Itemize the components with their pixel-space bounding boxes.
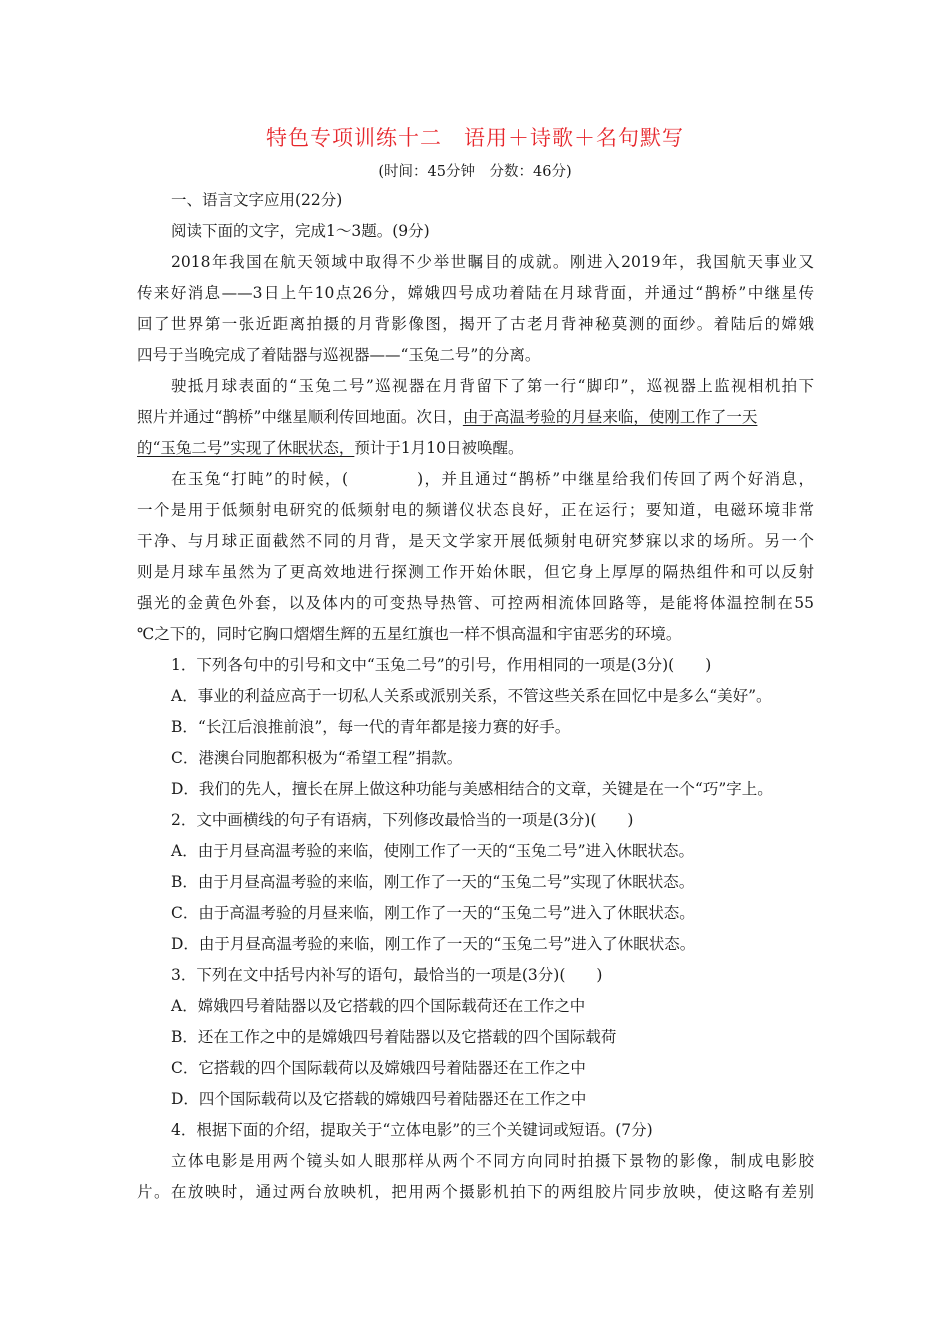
passage-text: 照片并通过“鹊桥”中继星顺利传回地面。次日，: [137, 408, 463, 426]
section-instruction: 阅读下面的文字，完成1～3题。(9分): [171, 222, 430, 240]
passage-line: 驶抵月球表面的“玉兔二号”巡视器在月背留下了第一行“脚印”，巡视器上监视相机拍下: [171, 377, 814, 395]
passage-line: 干净、与月球正面截然不同的月背，是天文学家开展低频射电研究梦寐以求的场所。另一个: [137, 532, 814, 550]
answer-option: A．嫦娥四号着陆器以及它搭载的四个国际载荷还在工作之中: [171, 997, 586, 1015]
answer-option: D．由于月昼高温考验的来临，刚工作了一天的“玉兔二号”进入了休眠状态。: [171, 935, 696, 953]
answer-option: C．由于高温考验的月昼来临，刚工作了一天的“玉兔二号”进入了休眠状态。: [171, 904, 695, 922]
answer-option: B．“长江后浪推前浪”，每一代的青年都是接力赛的好手。: [171, 718, 571, 736]
page-subtitle: (时间：45分钟 分数：46分): [378, 164, 572, 180]
passage-text: 预计于1月10日被唤醒。: [354, 439, 524, 457]
passage-line: [137, 402, 814, 433]
question-stem: 2．文中画横线的句子有语病，下列修改最恰当的一项是(3分)( ): [171, 811, 634, 829]
answer-option: C．它搭载的四个国际载荷以及嫦娥四号着陆器还在工作之中: [171, 1059, 586, 1077]
passage-line: 四号于当晚完成了着陆器与巡视器——“玉兔二号”的分离。: [137, 346, 541, 364]
passage-line: 立体电影是用两个镜头如人眼那样从两个不同方向同时拍摄下景物的影像，制成电影胶: [171, 1152, 814, 1170]
passage-line: 2018年我国在航天领域中取得不少举世瞩目的成就。刚进入2019年，我国航天事业又: [171, 253, 814, 271]
page-title: 特色专项训练十二 语用＋诗歌＋名句默写: [266, 126, 684, 150]
underlined-sentence: 的“玉兔二号”实现了休眠状态，: [137, 439, 355, 457]
passage-line: 回了世界第一张近距离拍摄的月背影像图，揭开了古老月背神秘莫测的面纱。着陆后的嫦娥: [137, 315, 814, 333]
answer-option: C．港澳台同胞都积极为“希望工程”捐款。: [171, 749, 463, 767]
document-body: [137, 185, 814, 1208]
passage-line: 传来好消息——3日上午10点26分，嫦娥四号成功着陆在月球背面，并通过“鹊桥”中继星传: [137, 284, 814, 302]
passage-line: 强光的金黄色外套，以及体内的可变热导热管、可控两相流体回路等，是能将体温控制在55: [137, 594, 814, 612]
passage-line: 在玉兔“打盹”的时候，( )，并且通过“鹊桥”中继星给我们传回了两个好消息，: [171, 470, 814, 488]
section-heading: 一、语言文字应用(22分): [171, 191, 343, 209]
answer-option: D．我们的先人，擅长在屏上做这种功能与美感相结合的文章，关键是在一个“巧”字上。: [171, 780, 773, 798]
answer-option: B．由于月昼高温考验的来临，刚工作了一天的“玉兔二号”实现了休眠状态。: [171, 873, 695, 891]
answer-option: A．由于月昼高温考验的来临，使刚工作了一天的“玉兔二号”进入休眠状态。: [171, 842, 695, 860]
underlined-sentence: 由于高温考验的月昼来临，使刚工作了一天: [462, 408, 758, 426]
question-stem: 4．根据下面的介绍，提取关于“立体电影”的三个关键词或短语。(7分): [171, 1121, 653, 1139]
answer-option: B．还在工作之中的是嫦娥四号着陆器以及它搭载的四个国际载荷: [171, 1028, 617, 1046]
question-stem: 1．下列各句中的引号和文中“玉兔二号”的引号，作用相同的一项是(3分)( ): [171, 656, 712, 674]
passage-line: [137, 433, 814, 464]
answer-option: D．四个国际载荷以及它搭载的嫦娥四号着陆器还在工作之中: [171, 1090, 587, 1108]
passage-line: 片。在放映时，通过两台放映机，把用两个摄影机拍下的两组胶片同步放映，使这略有差别: [137, 1183, 814, 1201]
passage-line: 则是月球车虽然为了更高效地进行探测工作开始休眠，但它身上厚厚的隔热组件和可以反射: [137, 563, 814, 581]
passage-line: ℃之下的，同时它胸口熠熠生辉的五星红旗也一样不惧高温和宇宙恶劣的环境。: [137, 625, 682, 643]
passage-line: 一个是用于低频射电研究的低频射电的频谱仪状态良好，正在运行；要知道，电磁环境非常: [137, 501, 814, 519]
question-stem: 3．下列在文中括号内补写的语句，最恰当的一项是(3分)( ): [171, 966, 603, 984]
answer-option: A．事业的利益应高于一切私人关系或派别关系，不管这些关系在回忆中是多么“美好”。: [171, 687, 772, 705]
